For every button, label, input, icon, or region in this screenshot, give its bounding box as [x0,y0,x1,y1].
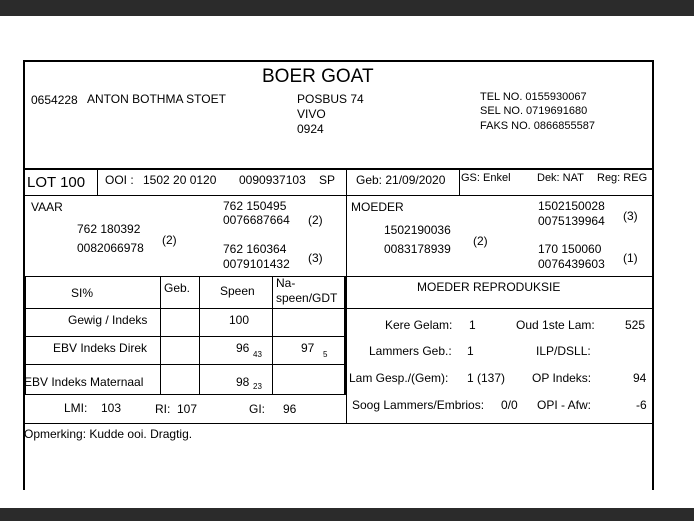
row-direk-label: EBV Indeks Direk [53,341,148,355]
moeder-bot-num: (1) [623,251,638,265]
rule-pedigree-bottom [23,276,654,277]
op-value: 94 [633,371,647,385]
vaar-top-id: 762 150495 [223,199,287,213]
birth-date: Geb: 21/09/2020 [356,173,446,187]
vrule-geb [160,276,161,395]
address-line-2: VIVO [297,107,326,121]
ri-label: RI: [155,402,171,416]
row-direk-speen: 96 [236,341,250,355]
dek-field: Dek: NAT [537,172,584,184]
oud-value: 525 [625,318,646,332]
tel-number: TEL NO. 0155930067 [480,91,587,103]
moeder-bot-reg: 0076439603 [538,257,605,271]
vrule-speen [199,276,200,395]
naspeen-header-1: Na- [276,276,296,290]
rule-si-row2 [23,364,346,365]
moeder-top-id: 1502150028 [538,199,605,213]
row-direk-naspeen-sub: 5 [323,350,328,359]
ooi-reg: 0090937103 [239,173,306,187]
ooi-label: OOI : [105,173,134,187]
geb-header: Geb. [164,281,191,295]
vaar-bot-num: (3) [308,251,323,265]
row-direk-naspeen: 97 [301,341,315,355]
top-bar [0,0,694,16]
gi-label: GI: [249,402,266,416]
moeder-bot-id: 170 150060 [538,242,602,256]
lammers-label: Lammers Geb.: [369,344,452,358]
soog-value: 0/0 [501,398,518,412]
ilp-label: ILP/DSLL: [536,344,591,358]
vaar-sire-id: 762 180392 [77,222,141,236]
kere-value: 1 [469,318,476,332]
owner-code: 0654228 [31,93,78,107]
vrule-si-right [344,276,347,395]
lmi-value: 103 [101,401,122,415]
frame-top [23,60,654,62]
frame-right [652,60,654,490]
rule-repro-header [346,308,654,309]
kere-label: Kere Gelam: [385,318,453,332]
repro-title: MOEDER REPRODUKSIE [417,280,561,294]
remark-text: Opmerking: Kudde ooi. Dragtig. [24,427,193,441]
address-line-3: 0924 [297,122,324,136]
lmi-label: LMI: [64,401,88,415]
naspeen-header-2: speen/GDT [276,291,338,305]
lammers-value: 1 [467,344,474,358]
owner-name: ANTON BOTHMA STOET [87,92,226,106]
vrule-naspeen [272,276,273,395]
moeder-top-reg: 0075139964 [538,214,605,228]
ri-value: 107 [177,402,198,416]
vaar-label: VAAR [31,200,63,214]
row-gewig-speen: 100 [229,313,250,327]
moeder-top-num: (3) [623,209,638,223]
frame-left [23,60,25,490]
vaar-sire-reg: 0082066978 [77,241,144,255]
vaar-top-reg: 0076687664 [223,213,290,227]
vrule-lot [97,168,98,196]
vaar-top-num: (2) [308,213,323,227]
rule-remark [23,423,654,424]
ooi-code: SP [319,173,336,187]
vaar-bot-reg: 0079101432 [223,257,290,271]
rule-si-header [23,308,346,309]
gi-value: 96 [283,402,297,416]
faks-number: FAKS NO. 0866855587 [480,120,595,132]
rule-si-row3 [23,394,346,395]
gesp-label: Lam Gesp./(Gem): [349,371,449,385]
moeder-dam-num: (2) [473,234,488,248]
row-maternaal-label: EBV Indeks Maternaal [24,375,144,389]
soog-label: Soog Lammers/Embrios: [352,398,485,412]
oud-label: Oud 1ste Lam: [516,318,595,332]
gs-field: GS: Enkel [461,172,511,184]
vaar-sire-num: (2) [162,233,177,247]
row-direk-speen-sub: 43 [253,350,262,359]
rule-lot-top [23,168,654,170]
opi-value: -6 [636,398,647,412]
rule-lot-bottom [23,195,654,196]
moeder-label: MOEDER [351,200,404,214]
rule-si-row1 [23,336,346,337]
si-header: SI% [71,286,94,300]
moeder-dam-id: 1502190036 [384,223,451,237]
speen-header: Speen [220,284,255,298]
row-gewig-label: Gewig / Indeks [68,313,148,327]
opi-label: OPI - Afw: [537,398,592,412]
gesp-value: 1 (137) [467,371,506,385]
op-label: OP Indeks: [532,371,592,385]
sel-number: SEL NO. 0719691680 [480,105,588,117]
moeder-dam-reg: 0083178939 [384,242,451,256]
vrule-gs [459,168,460,196]
bottom-bar [0,508,694,521]
row-maternaal-speen: 98 [236,375,250,389]
lot-number: LOT 100 [27,174,86,191]
reg-field: Reg: REG [597,172,648,184]
address-line-1: POSBUS 74 [297,92,364,106]
ooi-id: 1502 20 0120 [143,173,217,187]
page-title: BOER GOAT [262,66,374,87]
vaar-bot-id: 762 160364 [223,242,287,256]
row-maternaal-speen-sub: 23 [253,382,262,391]
